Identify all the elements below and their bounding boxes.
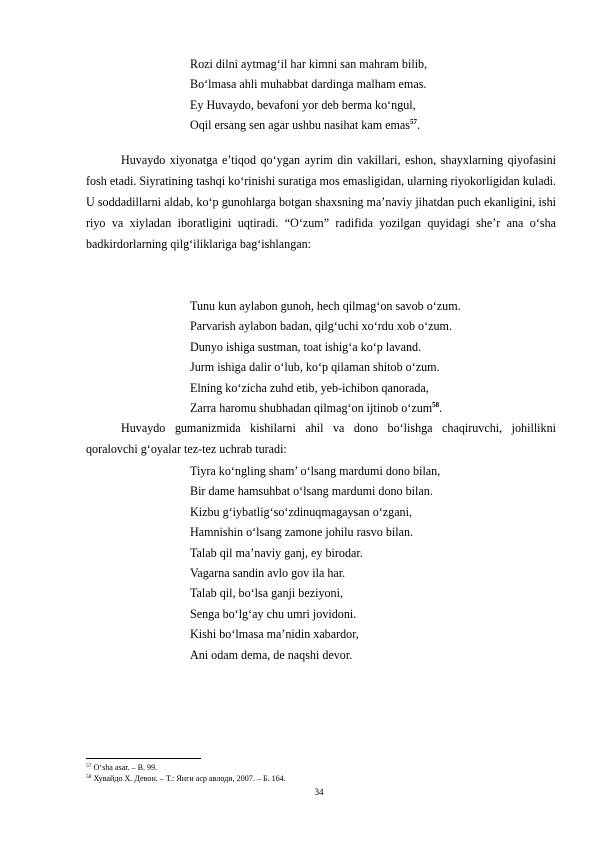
verse-line: Senga bo‘lg‘ay chu umri jovidoni. [190, 606, 357, 621]
verse-line: Ani odam dema, de naqshi devor. [190, 647, 353, 662]
footnote-number: 57 [86, 763, 92, 769]
verse-line: Kizbu g‘iybatlig‘so‘zdinuqmagaysan o‘zgani, [190, 504, 412, 519]
footnote-number: 58 [86, 774, 92, 781]
verse-line: Rozi dilni aytmag‘il har kimni san mahram bilib, [190, 57, 428, 71]
paragraph: Huvaydo xiyonatga e’tiqod qo‘ygan ayrim din vakillari, eshon, shayxlarning qiyofasini fosh etadi. Siyratining tashqi ko‘rinishi suratiga mos emasligidan, ularning riyokorligidan kuladi. U soddadillarni aldab, ko‘p gunohlarga botgan shaxsning ma’naviy jihatdan puch ekanligini, ishi riyo va xiyladan iboratligini uqtiradi. “O‘zum” radifida yozilgan quyidagi she’r ana o‘sha badkirdorlarning qilg‘iliklariga bag‘ishlangan: [86, 153, 556, 251]
verse-line: Dunyo ishiga sustman, toat ishig‘a ko‘p lavand. [190, 339, 422, 354]
verse-line: Vagarna sandin avlo gov ila har. [190, 566, 346, 581]
verse-line: Kishi bo‘lmasa ma’nidin xabardor, [190, 627, 359, 642]
verse-line: Talab qil, bo‘lsa ganji beziyoni, [190, 586, 343, 601]
verse-line: Ey Huvaydo, bevafoni yor deb berma ko‘ngul, [190, 97, 416, 112]
footnotes [86, 762, 556, 785]
verse-line: Oqil ersang sen agar ushbu nasihat kam emas$^{57}$. [190, 118, 421, 133]
verse-line: Bir dame hamsuhbat o‘lsang mardumi dono bilan. [190, 484, 433, 499]
verse-block-2 [190, 296, 570, 418]
footnote [86, 773, 556, 784]
paragraph: Huvaydo gumanizmida kishilarni ahil va dono bo‘lishga chaqiruvchi, johillikni qoralovchi g‘oyalar tez-tez uchrab turadi: [86, 421, 556, 456]
verse-line: Tiyra ko‘ngling sham’ o‘lsang mardumi dono bilan, [190, 464, 441, 478]
verse-line: Hamnishin o‘lsang zamone johilu rasvo bilan. [190, 525, 414, 540]
verse-block-1 [190, 54, 570, 136]
verse-line: Tunu kun aylabon gunoh, hech qilmag‘on savob o‘zum. [190, 299, 461, 313]
footnote-text: Хувайдо Х. Девон. – Т.: Янги аср авлоди, 2007. – Б. 164. [93, 774, 286, 784]
footnote-text: O‘sha asar. – B. 99. [93, 763, 158, 772]
page-number: 34 [314, 787, 324, 797]
verse-line: Talab qil ma’naviy ganj, ey birodar. [190, 545, 363, 560]
verse-line: Zarra haromu shubhadan qilmag‘on ijtinob o‘zum$^{58}$. [190, 401, 443, 416]
footnote-divider [86, 758, 201, 759]
verse-line: Parvarish aylabon badan, qilg‘uchi xo‘rdu xob o‘zum. [190, 319, 452, 334]
verse-block-3 [190, 461, 570, 665]
verse-line: Elning ko‘zicha zuhd etib, yeb-ichibon qanorada, [190, 380, 429, 395]
footnote [86, 762, 556, 773]
footnote-reference: 58 [432, 401, 440, 410]
verse-line: Bo‘lmasa ahli muhabbat dardinga malham emas. [190, 77, 427, 92]
footnote-reference: 57 [409, 118, 417, 127]
verse-line: Jurm ishiga dalir o‘lub, ko‘p qilaman shitob o‘zum. [190, 360, 440, 375]
